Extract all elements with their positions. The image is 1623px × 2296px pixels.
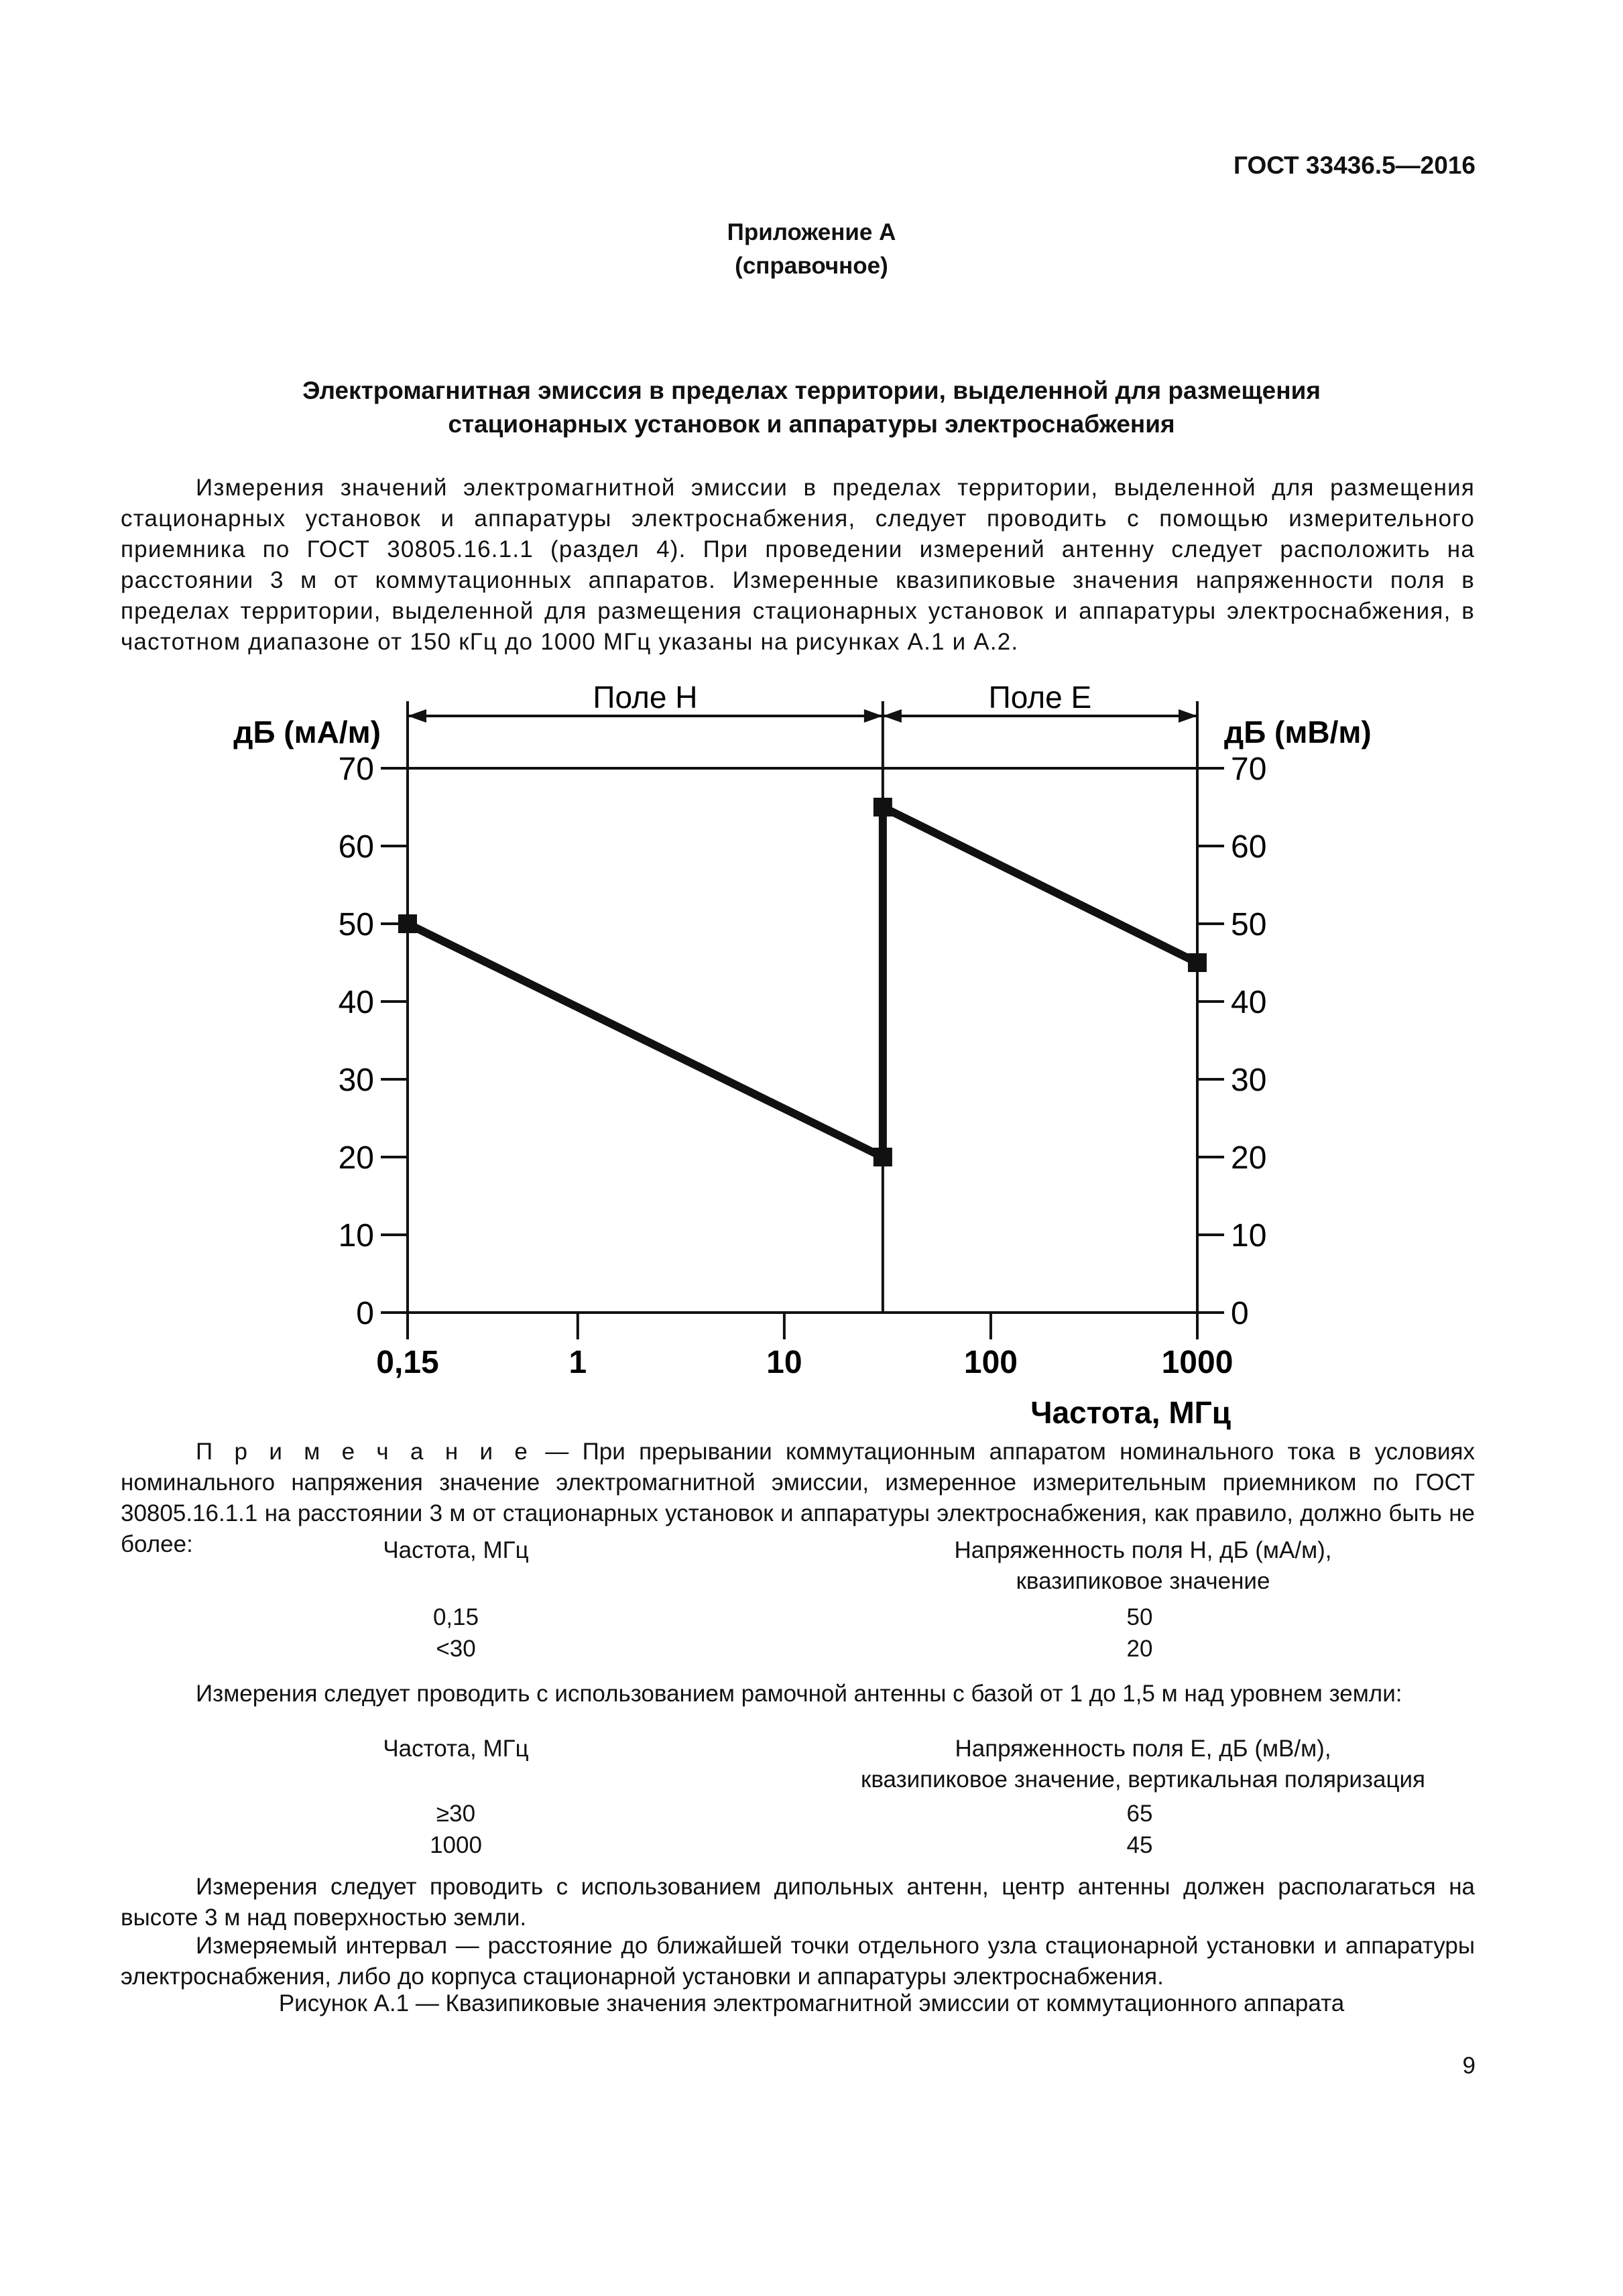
region-arrowhead-right-2 bbox=[1179, 709, 1197, 723]
figure-caption: Рисунок А.1 — Квазипиковые значения электромагнитной эмиссии от коммутационного аппарата bbox=[278, 1990, 1345, 2016]
y-tick-label-left-70: 70 bbox=[338, 751, 374, 787]
table1-col2-header-line2: квазипиковое значение bbox=[1016, 1568, 1270, 1594]
data-point-3 bbox=[874, 798, 892, 817]
y-tick-label-left-20: 20 bbox=[338, 1140, 374, 1176]
limit-line bbox=[408, 807, 1197, 1157]
table2-col2-header bbox=[791, 1734, 1495, 1795]
region-label-2: Поле Е bbox=[988, 680, 1092, 715]
x-tick-label-100: 100 bbox=[963, 1345, 1018, 1380]
table2-row2-freq: 1000 bbox=[430, 1832, 482, 1858]
table2-row2-value: 45 bbox=[1126, 1832, 1153, 1858]
y-tick-label-left-50: 50 bbox=[338, 907, 374, 943]
chart-plot-area bbox=[233, 680, 1372, 1430]
appendix-kind: (справочное) bbox=[735, 253, 888, 279]
page-number: 9 bbox=[1462, 2053, 1476, 2079]
y-tick-label-left-40: 40 bbox=[338, 985, 374, 1020]
y-tick-label-right-10: 10 bbox=[1231, 1218, 1267, 1254]
region-label-1: Поле Н bbox=[593, 680, 698, 715]
y-tick-label-left-30: 30 bbox=[338, 1063, 374, 1098]
y-tick-label-right-50: 50 bbox=[1231, 907, 1267, 943]
table2-col2-header-line1: Напряженность поля Е, дБ (мВ/м), bbox=[955, 1736, 1331, 1762]
section-heading-line2: стационарных установок и аппаратуры электроснабжения bbox=[448, 410, 1175, 438]
table1-row1-freq: 0,15 bbox=[432, 1604, 479, 1630]
table1-row2-freq: <30 bbox=[436, 1636, 476, 1662]
y-tick-label-left-10: 10 bbox=[338, 1218, 374, 1254]
region-arrowhead-right-1 bbox=[864, 709, 883, 723]
intro-paragraph: Измерения значений электромагнитной эмиссии в пределах территории, выделенной для размещения стационарных установок и аппаратуры электроснабжения, следует проводить с помощью измерительного приемника по ГОСТ 30805.16.1.1 (раздел 4). При проведении измерений антенну следует расположить на расстоянии 3 м от коммутационных аппаратов. Измеренные квазипиковые значения напряженности поля в пределах территории, выделенной для размещения стационарных установок и аппаратуры электроснабжения, в частотном диапазоне от 150 кГц до 1000 МГц указаны на рисунках А.1 и А.2. bbox=[121, 475, 1475, 655]
table1-row2-value: 20 bbox=[1126, 1636, 1153, 1662]
x-tick-label-1000: 1000 bbox=[1161, 1345, 1234, 1380]
dipole-antenna-paragraph: Измерения следует проводить с использованием дипольных антенн, центр антенны должен располагаться на высоте 3 м над поверхностью земли. bbox=[121, 1874, 1475, 1931]
y-axis-label-left: дБ (мА/м) bbox=[233, 715, 381, 749]
y-tick-label-right-60: 60 bbox=[1231, 829, 1267, 865]
data-point-2 bbox=[874, 1148, 892, 1166]
table2-col1-header: Частота, МГц bbox=[383, 1736, 529, 1762]
x-tick-label-10: 10 bbox=[766, 1345, 802, 1380]
table1-col1-header: Частота, МГц bbox=[383, 1537, 529, 1563]
y-tick-label-right-20: 20 bbox=[1231, 1140, 1267, 1176]
table2-col2-header-line2: квазипиковое значение, вертикальная поляризация bbox=[861, 1766, 1425, 1793]
table1-col2-header bbox=[791, 1535, 1495, 1597]
x-tick-label-0,15: 0,15 bbox=[376, 1345, 439, 1380]
x-axis-title: Частота, МГц bbox=[1030, 1395, 1231, 1430]
y-axis-label-right: дБ (мВ/м) bbox=[1224, 715, 1372, 749]
region-arrowhead-left-1 bbox=[408, 709, 426, 723]
table2-row1-freq: ≥30 bbox=[436, 1801, 476, 1827]
y-tick-label-right-30: 30 bbox=[1231, 1063, 1267, 1098]
loop-antenna-paragraph: Измерения следует проводить с использованием рамочной антенны с базой от 1 до 1,5 м над уровнем земли: bbox=[196, 1681, 1402, 1707]
table1-col2-header-line1: Напряженность поля Н, дБ (мА/м), bbox=[954, 1537, 1332, 1563]
y-tick-label-right-40: 40 bbox=[1231, 985, 1267, 1020]
x-tick-label-1: 1 bbox=[568, 1345, 587, 1380]
measured-interval-paragraph: Измеряемый интервал — расстояние до ближайшей точки отдельного узла стационарной установки и аппаратуры электроснабжения, либо до корпуса стационарной установки и аппаратуры электроснабжения. bbox=[121, 1933, 1475, 1990]
table2-row1-value: 65 bbox=[1126, 1801, 1153, 1827]
section-heading-line1: Электромагнитная эмиссия в пределах территории, выделенной для размещения bbox=[302, 377, 1321, 404]
standard-designation: ГОСТ 33436.5—2016 bbox=[1233, 152, 1476, 179]
y-tick-label-right-70: 70 bbox=[1231, 751, 1267, 787]
note-text: — При прерывании коммутационным аппаратом номинального тока в условиях номинального напряжения значение электромагнитной эмиссии, измеренное измерительным приемником по ГОСТ 30805.16.1.1 на расстоянии 3 м от стационарных установок и аппаратуры электроснабжения, как правило, должно быть не более: bbox=[121, 1439, 1476, 1557]
data-point-1 bbox=[398, 914, 417, 933]
y-tick-label-left-60: 60 bbox=[338, 829, 374, 865]
region-arrowhead-left-2 bbox=[883, 709, 902, 723]
note-label: П р и м е ч а н и е bbox=[196, 1439, 532, 1465]
y-tick-label-right-0: 0 bbox=[1231, 1296, 1249, 1331]
table1-row1-value: 50 bbox=[1126, 1604, 1153, 1630]
data-point-4 bbox=[1188, 953, 1207, 972]
y-tick-label-left-0: 0 bbox=[356, 1296, 374, 1331]
appendix-label: Приложение А bbox=[727, 219, 896, 245]
